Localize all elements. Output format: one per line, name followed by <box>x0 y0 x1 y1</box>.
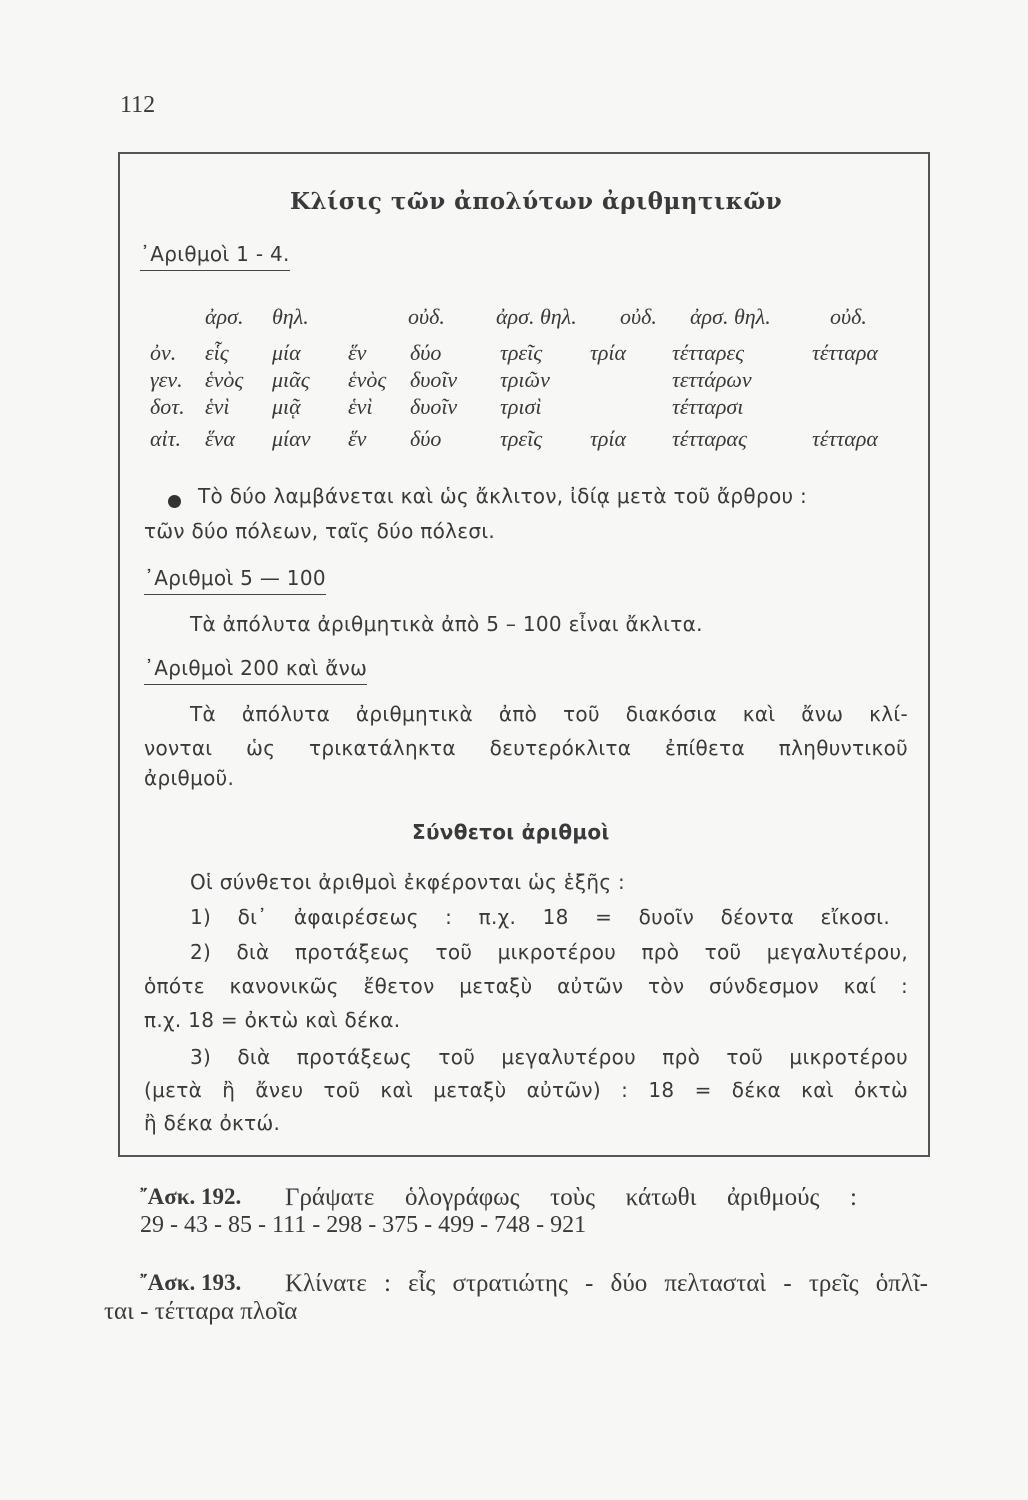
table-cell: εἷς <box>205 340 229 365</box>
case-label: αἰτ. <box>150 426 182 451</box>
table-cell: ἑνὸς <box>205 367 244 392</box>
table-cell: ἕν <box>348 340 367 365</box>
table-cell: τρεῖς <box>500 426 543 451</box>
exercise-text: ται - τέτταρα πλοῖα <box>104 1298 298 1325</box>
paragraph: ἀριθμοῦ. <box>144 766 235 790</box>
case-label: δοτ. <box>150 394 185 419</box>
exercise-text: Γράψατε ὁλογράφως τοὺς κάτωθι ἀριθμούς : <box>285 1184 857 1211</box>
table-cell: δυοῖν <box>410 367 458 392</box>
paragraph: π.χ. 18 = ὀκτὼ καὶ δέκα. <box>144 1008 401 1032</box>
paragraph: Τὰ ἀπόλυτα ἀριθμητικὰ ἀπὸ τοῦ διακόσια καὶ ἄνω κλί- <box>190 702 908 726</box>
paragraph: νονται ὡς τρικατάληκτα δευτερόκλιτα ἐπίθετα πληθυντικοῦ <box>144 736 908 760</box>
case-label: γεν. <box>150 367 183 392</box>
table-cell: τρισὶ <box>500 394 542 419</box>
table-cell: τέτταρας <box>672 426 747 451</box>
table-cell: ἑνὶ <box>205 394 230 419</box>
table-cell: ἕνα <box>205 426 235 451</box>
col-header: ἀρσ. θηλ. <box>690 304 771 329</box>
case-label: ὀν. <box>150 340 177 365</box>
table-cell: τρία <box>590 426 627 451</box>
subheading-1-4: ᾿Αριθμοὶ 1 - 4. <box>140 242 290 271</box>
col-header: οὐδ. <box>620 304 657 329</box>
col-header: θηλ. <box>272 304 309 329</box>
table-cell: ἑνὸς <box>348 367 387 392</box>
subheading-200: ᾿Αριθμοὶ 200 καὶ ἄνω <box>144 656 367 685</box>
exercise-text: Κλίνατε : εἷς στρατιώτης - δύο πελτασταὶ - τρεῖς ὁπλῖ- <box>285 1270 928 1297</box>
paragraph: Τὰ ἀπόλυτα ἀριθμητικὰ ἀπὸ 5 – 100 εἶναι ἄκλιτα. <box>190 612 703 636</box>
compound-title: Σύνθετοι ἀριθμοὶ <box>412 820 610 844</box>
table-cell: δυοῖν <box>410 394 458 419</box>
exercise-label: ῎Ασκ. 192. <box>140 1184 242 1209</box>
table-cell: δύο <box>410 340 442 365</box>
bullet-icon <box>168 495 181 508</box>
table-cell: μία <box>272 340 301 365</box>
page-number: 112 <box>120 92 156 118</box>
table-cell: τριῶν <box>500 367 550 392</box>
section-title: Κλίσις τῶν ἀπολύτων ἀριθμητικῶν <box>290 188 783 215</box>
table-cell: ἕν <box>348 426 367 451</box>
table-cell: μίαν <box>272 426 311 451</box>
table-cell: τέτταρσι <box>672 394 744 419</box>
paragraph: 2) διὰ προτάξεως τοῦ μικροτέρου πρὸ τοῦ μεγαλυτέρου, <box>190 940 908 964</box>
subheading-5-100: ᾿Αριθμοὶ 5 — 100 <box>144 566 326 595</box>
col-header: οὐδ. <box>830 304 867 329</box>
paragraph: Οἱ σύνθετοι ἀριθμοὶ ἐκφέρονται ὡς ἑξῆς : <box>190 870 626 894</box>
table-cell: τέτταρα <box>812 340 878 365</box>
exercise-text: 29 - 43 - 85 - 111 - 298 - 375 - 499 - 748 - 921 <box>140 1212 587 1238</box>
paragraph: 3) διὰ προτάξεως τοῦ μεγαλυτέρου πρὸ τοῦ μικροτέρου <box>190 1045 908 1069</box>
paragraph: 1) δι᾿ ἀφαιρέσεως : π.χ. 18 = δυοῖν δέοντα εἴκοσι. <box>190 905 890 929</box>
note-line: Τὸ δύο λαμβάνεται καὶ ὡς ἄκλιτον, ἰδίᾳ μετὰ τοῦ ἄρθρου : <box>198 484 808 508</box>
note-line: τῶν δύο πόλεων, ταῖς δύο πόλεσι. <box>144 519 496 543</box>
col-header: οὐδ. <box>408 304 445 329</box>
table-cell: μιᾷ <box>272 394 301 419</box>
paragraph: ὁπότε κανονικῶς ἔθετον μεταξὺ αὐτῶν τὸν σύνδεσμον καί : <box>144 974 908 998</box>
table-cell: τρία <box>590 340 627 365</box>
col-header: ἀρσ. θηλ. <box>496 304 577 329</box>
table-cell: τέτταρες <box>672 340 744 365</box>
table-cell: ἑνὶ <box>348 394 373 419</box>
col-header: ἀρσ. <box>205 304 244 329</box>
table-cell: δύο <box>410 426 442 451</box>
exercise-label: ῎Ασκ. 193. <box>140 1270 242 1295</box>
paragraph: ἢ δέκα ὀκτώ. <box>144 1111 281 1135</box>
table-cell: τέτταρα <box>812 426 878 451</box>
table-cell: τρεῖς <box>500 340 543 365</box>
table-cell: τεττάρων <box>672 367 752 392</box>
table-cell: μιᾶς <box>272 367 310 392</box>
paragraph: (μετὰ ἢ ἄνευ τοῦ καὶ μεταξὺ αὐτῶν) : 18 = δέκα καὶ ὀκτὼ <box>144 1078 908 1102</box>
